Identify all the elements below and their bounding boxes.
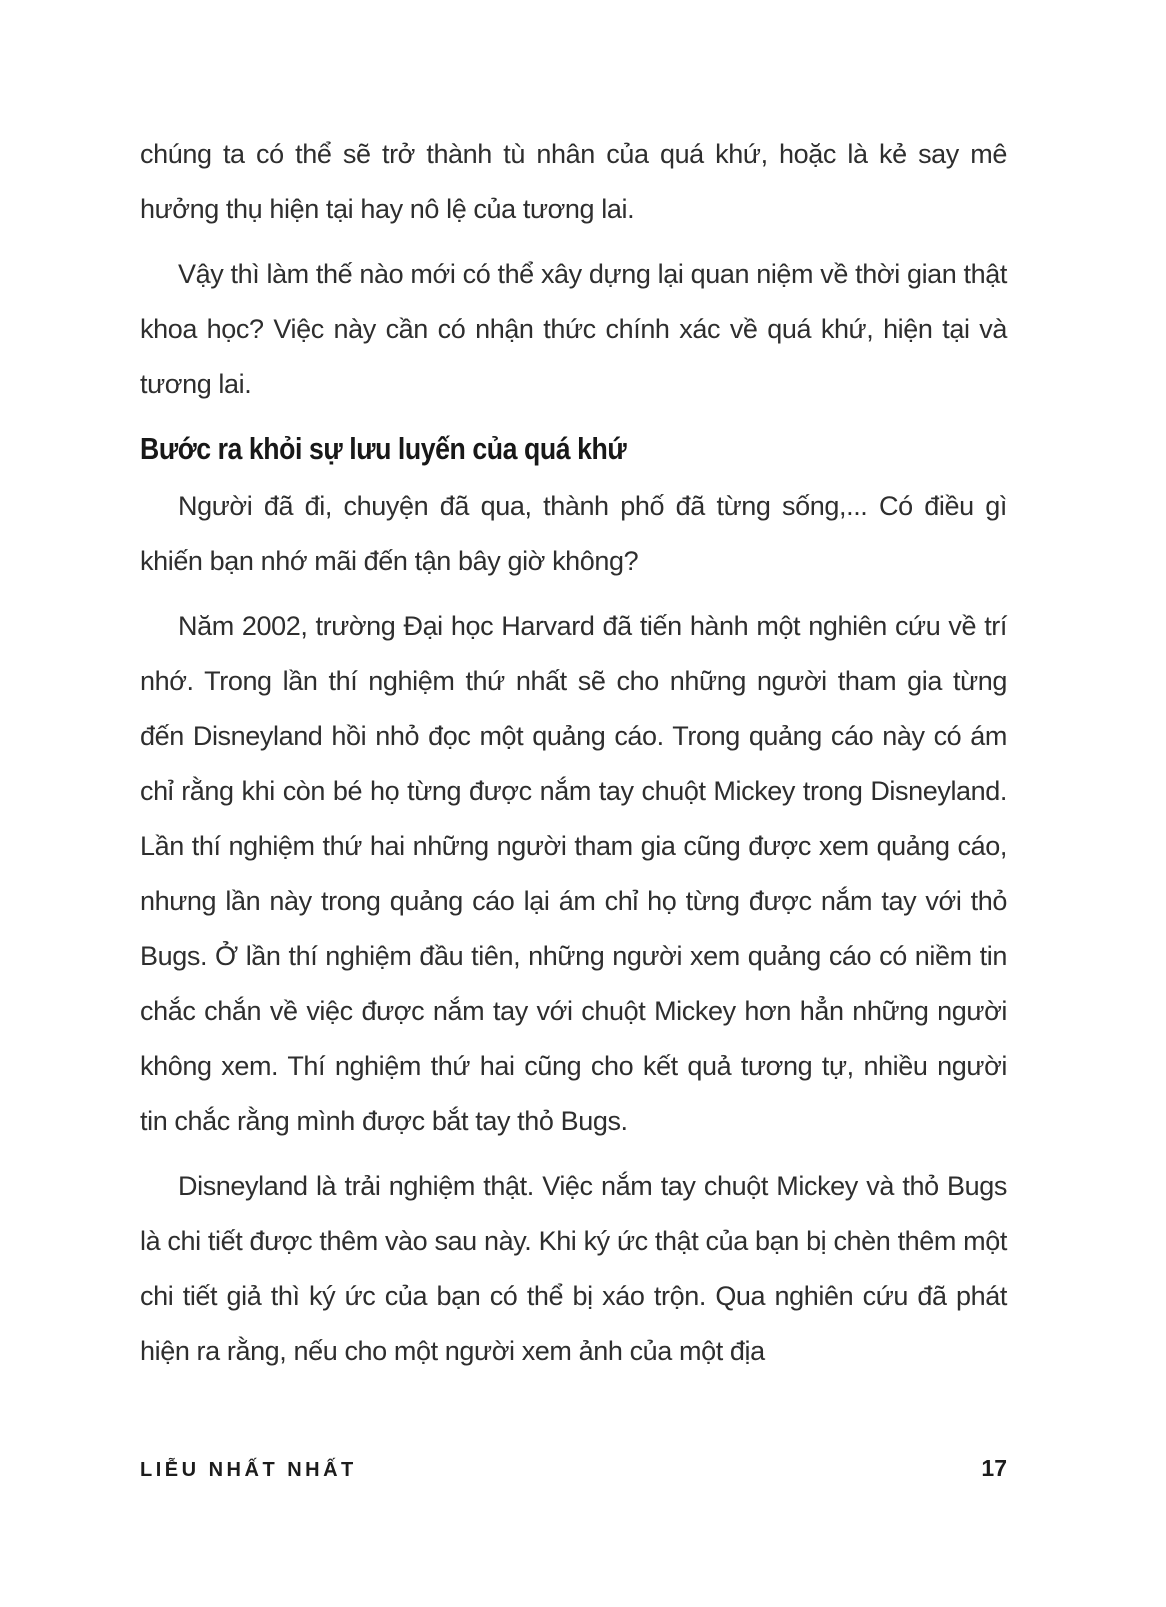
paragraph: Năm 2002, trường Đại học Harvard đã tiến hành một nghiên cứu về trí nhớ. Trong lần thí nghiệm thứ nhất sẽ cho những người tham gia từng đến Disneyland hồi nhỏ đọc một quảng cáo. Trong quảng cáo này có ám chỉ rằng khi còn bé họ từng được nắm tay chuột Mickey trong Disneyland. Lần thí nghiệm thứ hai những người tham gia cũng được xem quảng cáo, nhưng lần này trong quảng cáo lại ám chỉ họ từng được nắm tay với thỏ Bugs. Ở lần thí nghiệm đầu tiên, những người xem quảng cáo có niềm tin chắc chắn về việc được nắm tay với chuột Mickey hơn hẳn những người không xem. Thí nghiệm thứ hai cũng cho kết quả tương tự, nhiều người tin chắc rằng mình được bắt tay thỏ Bugs. bbox=[140, 611, 1007, 1136]
running-footer-book-title: LIỄU NHẤT NHẤT bbox=[140, 1459, 357, 1481]
paragraph: Vậy thì làm thế nào mới có thể xây dựng lại quan niệm về thời gian thật khoa học? Việc này cần có nhận thức chính xác về quá khứ, hiện tại và tương lai. bbox=[140, 259, 1007, 399]
page-footer bbox=[140, 1455, 1007, 1482]
paragraph-continuation: chúng ta có thể sẽ trở thành tù nhân của quá khứ, hoặc là kẻ say mê hưởng thụ hiện tại hay nô lệ của tương lai. bbox=[140, 139, 1007, 224]
section-heading: Bước ra khỏi sự lưu luyến của quá khứ bbox=[140, 431, 627, 466]
paragraph-cut-off: Disneyland là trải nghiệm thật. Việc nắm tay chuột Mickey và thỏ Bugs là chi tiết được thêm vào sau này. Khi ký ức thật của bạn bị chèn thêm một chi tiết giả thì ký ức của bạn có thể bị xáo trộn. Qua nghiên cứu đã phát hiện ra rằng, nếu cho một người xem ảnh của một địa bbox=[140, 1171, 1007, 1366]
page-number: 17 bbox=[981, 1455, 1007, 1481]
paragraph: Người đã đi, chuyện đã qua, thành phố đã từng sống,... Có điều gì khiến bạn nhớ mãi đến tận bây giờ không? bbox=[140, 491, 1007, 576]
page-content bbox=[140, 127, 1007, 1389]
